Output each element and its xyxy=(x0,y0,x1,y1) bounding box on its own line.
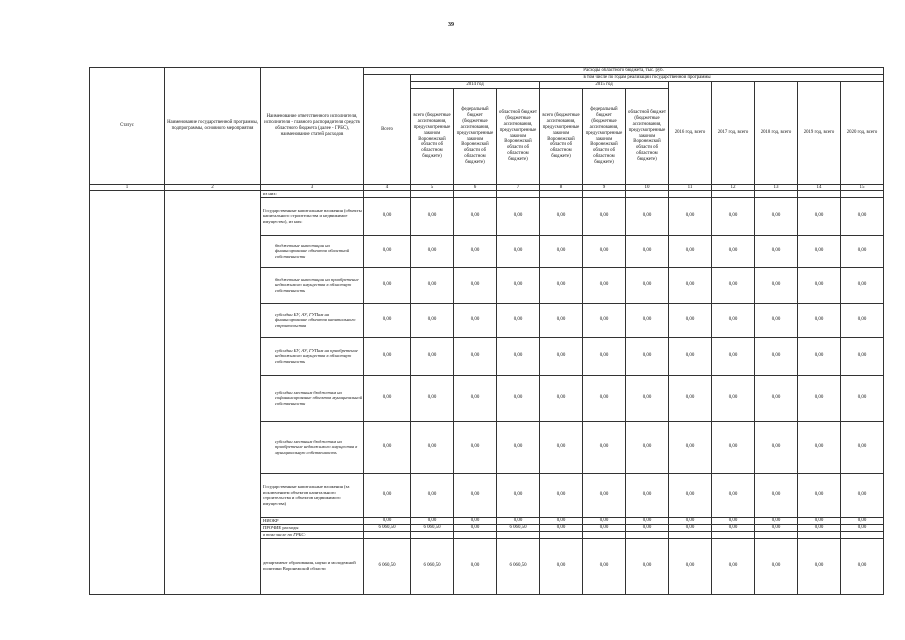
header-col5: всего (бюджетные ассигнования, предусмотренные законом Воронежской области об областном бюджете) xyxy=(411,89,454,185)
value-cell: 0,00 xyxy=(755,337,798,375)
program-name-cell xyxy=(165,191,261,595)
value-cell xyxy=(497,531,540,538)
header-total: Всего xyxy=(364,75,411,185)
header-year-2015: 2015 год xyxy=(540,82,669,89)
value-cell: 0,00 xyxy=(540,421,583,473)
value-cell: 0,00 xyxy=(798,235,841,267)
column-number: 8 xyxy=(540,185,583,191)
value-cell: 0,00 xyxy=(712,337,755,375)
value-cell: 0,00 xyxy=(755,375,798,421)
value-cell: 0,00 xyxy=(669,473,712,517)
header-col10: областной бюджет (бюджетные ассигнования, предусмотренные законом Воронежской области об областном бюджете) xyxy=(626,89,669,185)
value-cell: 0,00 xyxy=(540,197,583,235)
header-col8: всего (бюджетные ассигнования, предусмотренные законом Воронежской области об областном бюджете) xyxy=(540,89,583,185)
value-cell xyxy=(798,191,841,198)
column-number: 1 xyxy=(90,185,165,191)
value-cell: 6 060,50 xyxy=(497,524,540,531)
value-cell: 0,00 xyxy=(540,524,583,531)
value-cell: 0,00 xyxy=(669,235,712,267)
value-cell: 0,00 xyxy=(841,517,884,524)
value-cell: 0,00 xyxy=(583,235,626,267)
row-label: из них: xyxy=(261,191,364,198)
value-cell: 0,00 xyxy=(841,303,884,337)
value-cell: 0,00 xyxy=(841,375,884,421)
value-cell: 6 060,50 xyxy=(497,538,540,594)
value-cell: 6 060,50 xyxy=(364,524,411,531)
value-cell xyxy=(712,191,755,198)
value-cell: 0,00 xyxy=(626,197,669,235)
value-cell: 0,00 xyxy=(712,473,755,517)
value-cell: 0,00 xyxy=(583,197,626,235)
value-cell xyxy=(626,531,669,538)
header-2020: 2020 год, всего xyxy=(841,82,884,185)
value-cell xyxy=(755,531,798,538)
value-cell: 0,00 xyxy=(497,473,540,517)
value-cell: 0,00 xyxy=(364,267,411,303)
column-number: 2 xyxy=(165,185,261,191)
row-label: субсидии местным бюджетам на софинансирование объектов муниципальной собственности xyxy=(261,375,364,421)
value-cell: 0,00 xyxy=(798,473,841,517)
value-cell: 0,00 xyxy=(454,303,497,337)
value-cell xyxy=(755,191,798,198)
header-col6-text: федеральный бюджет (бюджетные ассигнования, предусмотренные законом Воронежской области об областном бюджете) xyxy=(456,106,494,166)
value-cell: 0,00 xyxy=(364,303,411,337)
value-cell: 0,00 xyxy=(798,524,841,531)
value-cell: 0,00 xyxy=(540,267,583,303)
value-cell: 0,00 xyxy=(755,524,798,531)
row-label: бюджетные инвестиции на приобретение недвижимого имущества в областную собственность xyxy=(261,267,364,303)
column-number: 12 xyxy=(712,185,755,191)
table-row xyxy=(90,191,884,198)
value-cell: 0,00 xyxy=(583,473,626,517)
header-expenses-title: Расходы областного бюджета, тыс. руб. xyxy=(364,68,884,75)
value-cell: 0,00 xyxy=(841,421,884,473)
value-cell: 0,00 xyxy=(583,375,626,421)
value-cell: 0,00 xyxy=(411,303,454,337)
value-cell: 0,00 xyxy=(841,538,884,594)
value-cell: 0,00 xyxy=(540,375,583,421)
value-cell: 0,00 xyxy=(755,303,798,337)
value-cell xyxy=(669,191,712,198)
header-year-2014: 2014 год xyxy=(411,82,540,89)
value-cell: 0,00 xyxy=(798,421,841,473)
value-cell: 0,00 xyxy=(411,375,454,421)
value-cell: 0,00 xyxy=(540,517,583,524)
value-cell: 0,00 xyxy=(755,538,798,594)
value-cell: 0,00 xyxy=(497,197,540,235)
value-cell: 0,00 xyxy=(798,197,841,235)
value-cell: 0,00 xyxy=(583,524,626,531)
header-2016: 2016 год, всего xyxy=(669,82,712,185)
value-cell: 0,00 xyxy=(411,517,454,524)
row-label: субсидии БУ, АУ, ГУПам на приобретение недвижимого имущества в областную собственность xyxy=(261,337,364,375)
value-cell: 0,00 xyxy=(454,538,497,594)
row-label: субсидии местным бюджетам на приобретение недвижимого имущества в муниципальную собственность xyxy=(261,421,364,473)
value-cell xyxy=(583,531,626,538)
value-cell xyxy=(411,191,454,198)
column-number: 6 xyxy=(454,185,497,191)
value-cell: 0,00 xyxy=(411,421,454,473)
value-cell: 0,00 xyxy=(411,197,454,235)
header-executor: Наименование ответственного исполнителя, исполнителя - главного распорядителя средств областного бюджета (далее - ГРБС), наименование статей расходов xyxy=(261,68,364,185)
value-cell: 0,00 xyxy=(583,337,626,375)
value-cell: 0,00 xyxy=(841,267,884,303)
value-cell: 0,00 xyxy=(669,197,712,235)
value-cell: 0,00 xyxy=(497,303,540,337)
value-cell xyxy=(669,531,712,538)
value-cell: 0,00 xyxy=(841,524,884,531)
value-cell: 0,00 xyxy=(497,267,540,303)
header-2018: 2018 год, всего xyxy=(755,82,798,185)
value-cell: 0,00 xyxy=(798,375,841,421)
value-cell: 0,00 xyxy=(497,235,540,267)
value-cell: 0,00 xyxy=(755,267,798,303)
value-cell: 0,00 xyxy=(798,538,841,594)
value-cell: 0,00 xyxy=(841,473,884,517)
value-cell: 0,00 xyxy=(712,421,755,473)
value-cell: 0,00 xyxy=(712,235,755,267)
value-cell: 0,00 xyxy=(540,473,583,517)
value-cell: 0,00 xyxy=(626,538,669,594)
value-cell: 0,00 xyxy=(626,524,669,531)
value-cell: 0,00 xyxy=(841,337,884,375)
header-program-name: Наименование государственной программы, подпрограммы, основного мероприятия xyxy=(165,68,261,185)
value-cell: 0,00 xyxy=(712,303,755,337)
value-cell: 0,00 xyxy=(364,235,411,267)
value-cell xyxy=(841,531,884,538)
value-cell: 6 060,50 xyxy=(411,538,454,594)
value-cell: 0,00 xyxy=(540,235,583,267)
column-number: 3 xyxy=(261,185,364,191)
row-label: департамент образования, науки и молодежной политики Воронежской области xyxy=(261,538,364,594)
column-number: 11 xyxy=(669,185,712,191)
value-cell: 0,00 xyxy=(755,235,798,267)
value-cell: 0,00 xyxy=(454,235,497,267)
value-cell xyxy=(364,531,411,538)
column-number: 14 xyxy=(798,185,841,191)
value-cell: 0,00 xyxy=(583,421,626,473)
value-cell xyxy=(454,191,497,198)
value-cell: 0,00 xyxy=(798,267,841,303)
value-cell xyxy=(364,191,411,198)
header-col9-text: федеральный бюджет (бюджетные ассигнования, предусмотренные законом Воронежской области об областном бюджете) xyxy=(585,106,623,166)
value-cell xyxy=(540,191,583,198)
value-cell: 0,00 xyxy=(454,517,497,524)
row-label: ПРОЧИЕ расходы xyxy=(261,524,364,531)
value-cell: 0,00 xyxy=(626,421,669,473)
column-number: 13 xyxy=(755,185,798,191)
value-cell: 0,00 xyxy=(669,267,712,303)
row-label: Государственные капитальные вложения (за исключением объектов капитального строительства и объектов недвижимого имущества) xyxy=(261,473,364,517)
value-cell: 0,00 xyxy=(540,337,583,375)
value-cell: 0,00 xyxy=(454,267,497,303)
value-cell: 0,00 xyxy=(712,524,755,531)
value-cell: 0,00 xyxy=(798,517,841,524)
value-cell: 6 060,50 xyxy=(411,524,454,531)
value-cell: 0,00 xyxy=(411,267,454,303)
value-cell xyxy=(411,531,454,538)
value-cell: 0,00 xyxy=(497,337,540,375)
value-cell: 0,00 xyxy=(798,303,841,337)
header-status: Статус xyxy=(90,68,165,185)
value-cell: 0,00 xyxy=(712,538,755,594)
value-cell: 0,00 xyxy=(626,235,669,267)
row-label: субсидии БУ, АУ, ГУПам на финансирование объектов капитального строительства xyxy=(261,303,364,337)
row-label: Государственные капитальные вложения (объекты капитального строительства и недвижимое имущество), из них: xyxy=(261,197,364,235)
header-col6 xyxy=(454,89,497,185)
row-label: бюджетные инвестиции на финансирование объектов областной собственности xyxy=(261,235,364,267)
value-cell xyxy=(841,191,884,198)
row-label: НИОКР xyxy=(261,517,364,524)
column-number: 10 xyxy=(626,185,669,191)
value-cell: 0,00 xyxy=(497,375,540,421)
value-cell: 0,00 xyxy=(626,473,669,517)
value-cell: 0,00 xyxy=(411,337,454,375)
value-cell: 0,00 xyxy=(540,538,583,594)
status-cell xyxy=(90,191,165,595)
budget-table xyxy=(89,67,884,595)
value-cell: 0,00 xyxy=(626,267,669,303)
page-number: 39 xyxy=(448,22,454,28)
value-cell xyxy=(497,191,540,198)
value-cell: 0,00 xyxy=(583,538,626,594)
value-cell: 0,00 xyxy=(669,517,712,524)
value-cell: 0,00 xyxy=(454,197,497,235)
value-cell: 0,00 xyxy=(669,421,712,473)
value-cell: 6 060,50 xyxy=(364,538,411,594)
column-number: 5 xyxy=(411,185,454,191)
value-cell: 0,00 xyxy=(712,375,755,421)
value-cell: 0,00 xyxy=(626,303,669,337)
value-cell: 0,00 xyxy=(583,517,626,524)
value-cell: 0,00 xyxy=(540,303,583,337)
value-cell: 0,00 xyxy=(454,337,497,375)
value-cell xyxy=(540,531,583,538)
value-cell: 0,00 xyxy=(626,375,669,421)
value-cell: 0,00 xyxy=(454,524,497,531)
value-cell: 0,00 xyxy=(626,517,669,524)
value-cell: 0,00 xyxy=(364,197,411,235)
value-cell: 0,00 xyxy=(669,538,712,594)
value-cell: 0,00 xyxy=(454,375,497,421)
value-cell: 0,00 xyxy=(364,517,411,524)
value-cell: 0,00 xyxy=(669,337,712,375)
value-cell xyxy=(712,531,755,538)
value-cell: 0,00 xyxy=(364,375,411,421)
value-cell: 0,00 xyxy=(497,517,540,524)
value-cell: 0,00 xyxy=(755,421,798,473)
column-number: 7 xyxy=(497,185,540,191)
value-cell: 0,00 xyxy=(712,267,755,303)
column-number: 9 xyxy=(583,185,626,191)
value-cell: 0,00 xyxy=(583,303,626,337)
value-cell: 0,00 xyxy=(411,473,454,517)
column-number: 15 xyxy=(841,185,884,191)
header-2017: 2017 год, всего xyxy=(712,82,755,185)
header-col9 xyxy=(583,89,626,185)
value-cell xyxy=(583,191,626,198)
header-by-years: в том числе по годам реализации государственной программы xyxy=(411,75,884,82)
value-cell: 0,00 xyxy=(712,517,755,524)
value-cell: 0,00 xyxy=(497,421,540,473)
value-cell: 0,00 xyxy=(841,197,884,235)
value-cell: 0,00 xyxy=(841,235,884,267)
value-cell: 0,00 xyxy=(411,235,454,267)
header-col7: областной бюджет (бюджетные ассигнования, предусмотренные законом Воронежской области об областном бюджете) xyxy=(497,89,540,185)
value-cell: 0,00 xyxy=(364,337,411,375)
value-cell: 0,00 xyxy=(669,375,712,421)
value-cell xyxy=(798,531,841,538)
value-cell: 0,00 xyxy=(626,337,669,375)
value-cell: 0,00 xyxy=(755,197,798,235)
header-2019: 2019 год, всего xyxy=(798,82,841,185)
column-number: 4 xyxy=(364,185,411,191)
value-cell: 0,00 xyxy=(583,267,626,303)
value-cell xyxy=(626,191,669,198)
value-cell: 0,00 xyxy=(364,421,411,473)
value-cell: 0,00 xyxy=(364,473,411,517)
value-cell: 0,00 xyxy=(669,524,712,531)
value-cell: 0,00 xyxy=(669,303,712,337)
row-label: в том числе по ГРБС: xyxy=(261,531,364,538)
value-cell: 0,00 xyxy=(454,473,497,517)
value-cell: 0,00 xyxy=(755,517,798,524)
value-cell: 0,00 xyxy=(755,473,798,517)
value-cell xyxy=(454,531,497,538)
value-cell: 0,00 xyxy=(798,337,841,375)
value-cell: 0,00 xyxy=(454,421,497,473)
value-cell: 0,00 xyxy=(712,197,755,235)
